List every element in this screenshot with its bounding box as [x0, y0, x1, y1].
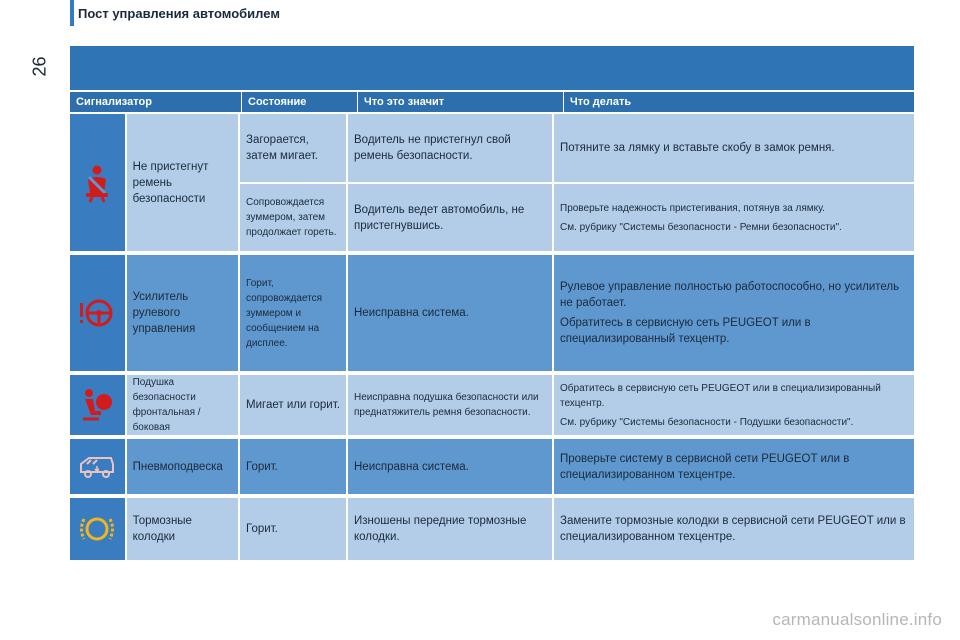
indicator-name: Не пристегнут ремень безопасности — [127, 114, 238, 251]
meaning-cell: Неисправна подушка безопасности или преднатяжитель ремня безопасности. — [348, 375, 552, 435]
header-meaning: Что это значит — [358, 92, 564, 112]
action-cell — [554, 439, 914, 494]
table-banner — [70, 46, 914, 90]
meaning-cell: Неисправна система. — [348, 439, 552, 494]
indicator-name: Подушка безопасности фронтальная / боковая — [127, 375, 238, 435]
action-text: Потяните за лямку и вставьте скобу в замок ремня. — [560, 142, 835, 154]
action-cell — [554, 375, 914, 435]
action-text: См. рубрику "Системы безопасности - Подушки безопасности". — [560, 416, 854, 428]
action-text: Обратитесь в сервисную сеть PEUGEOT или в специализированный техцентр. — [560, 317, 811, 345]
meaning-cell: Неисправна система. — [348, 255, 552, 371]
action-cell — [554, 114, 914, 182]
state-cell: Сопровождается зуммером, затем продолжает гореть. — [240, 184, 346, 251]
row-group-seatbelt — [70, 114, 914, 251]
table-row — [240, 184, 914, 251]
seatbelt-warning-icon — [80, 163, 114, 203]
header-action: Что делать — [570, 96, 632, 108]
action-text: См. рубрику "Системы безопасности - Ремни безопасности". — [560, 221, 842, 233]
meaning-cell: Водитель не пристегнул свой ремень безопасности. — [348, 114, 552, 182]
page-number: 26 — [29, 56, 50, 77]
state-cell: Горит. — [240, 439, 346, 494]
row-group-airbag — [70, 375, 914, 435]
warning-lights-table — [70, 92, 914, 560]
indicator-name: Пневмоподвеска — [127, 439, 238, 494]
table-row — [240, 439, 914, 494]
action-cell — [554, 184, 914, 251]
meaning-cell: Изношены передние тормозные колодки. — [348, 498, 552, 560]
section-marker-bar — [70, 0, 74, 26]
table-row — [240, 114, 914, 182]
action-text: Замените тормозные колодки в сервисной сети PEUGEOT или в специализированном техцентре. — [560, 515, 906, 543]
action-text: Обратитесь в сервисную сеть PEUGEOT или в специализированный техцентр. — [560, 382, 881, 409]
meaning-cell: Водитель ведет автомобиль, не пристегнувшись. — [348, 184, 552, 251]
watermark: carmanualsonline.info — [772, 610, 942, 629]
table-header — [70, 92, 914, 112]
action-cell — [554, 498, 914, 560]
row-group-power-steering — [70, 255, 914, 371]
action-text: Рулевое управление полностью работоспособно, но усилитель не работает. — [560, 281, 900, 309]
state-cell: Мигает или горит. — [240, 375, 346, 435]
table-row — [240, 255, 914, 371]
air-suspension-icon — [77, 454, 117, 480]
indicator-name: Усилитель рулевого управления — [127, 255, 238, 371]
header-state: Состояние — [242, 92, 358, 112]
power-steering-warning-icon — [77, 296, 117, 330]
state-cell: Горит, сопровождается зуммером и сообщением на дисплее. — [240, 255, 346, 371]
indicator-icon-cell — [70, 498, 125, 560]
table-row — [240, 498, 914, 560]
header-indicator: Сигнализатор — [70, 92, 242, 112]
state-cell: Горит. — [240, 498, 346, 560]
indicator-icon-cell — [70, 114, 125, 251]
action-text: Проверьте надежность пристегивания, потянув за лямку. — [560, 202, 825, 214]
row-group-brake-pads — [70, 498, 914, 560]
indicator-icon-cell — [70, 375, 125, 435]
indicator-name: Тормозные колодки — [127, 498, 238, 560]
state-cell: Загорается, затем мигает. — [240, 114, 346, 182]
row-group-air-suspension — [70, 439, 914, 494]
section-title: Пост управления автомобилем — [78, 6, 280, 21]
brake-pads-icon — [78, 511, 116, 547]
airbag-warning-icon — [79, 387, 115, 423]
indicator-icon-cell — [70, 255, 125, 371]
action-text: Проверьте систему в сервисной сети PEUGEOT или в специализированном техцентре. — [560, 452, 850, 481]
action-cell — [554, 255, 914, 371]
table-row — [240, 375, 914, 435]
indicator-icon-cell — [70, 439, 125, 494]
